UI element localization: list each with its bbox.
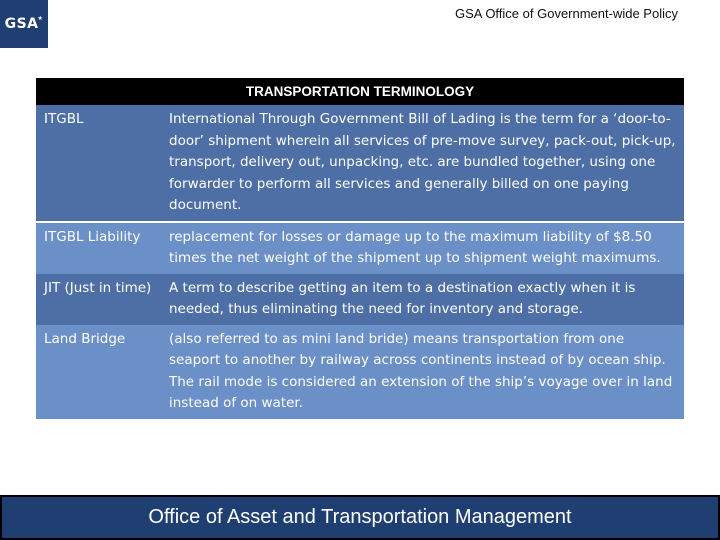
footer-banner	[0, 495, 720, 540]
term-cell: JIT (Just in time)	[36, 274, 161, 325]
table-row	[36, 105, 684, 222]
gsa-logo	[0, 0, 48, 48]
table-row	[36, 325, 684, 419]
definition-cell: International Through Government Bill of Lading is the term for a ‘door-to-door’ shipment wherein all services of pre-move survey, pack-out, pick-up, transport, delivery out, unpacking, etc. are bundled together, using one forwarder to perform all services and generally billed on one paying document.	[161, 105, 684, 222]
table-row	[36, 222, 684, 274]
term-cell: ITGBL Liability	[36, 222, 161, 274]
terminology-table	[36, 78, 684, 419]
page-header-title: GSA Office of Government-wide Policy	[454, 6, 678, 21]
definition-cell: replacement for losses or damage up to the maximum liability of $8.50 times the net weight of the shipment up to shipment weight maximums.	[161, 222, 684, 274]
star-icon: ★	[37, 14, 44, 22]
term-cell: ITGBL	[36, 105, 161, 222]
term-cell: Land Bridge	[36, 325, 161, 419]
table-row	[36, 274, 684, 325]
footer-text: Office of Asset and Transportation Management	[148, 506, 572, 528]
gsa-logo-text: GSA	[4, 16, 39, 32]
table-heading: TRANSPORTATION TERMINOLOGY	[36, 78, 684, 105]
definition-cell: A term to describe getting an item to a destination exactly when it is needed, thus eliminating the need for inventory and storage.	[161, 274, 684, 325]
definition-cell: (also referred to as mini land bride) means transportation from one seaport to another by railway across continents instead of by ocean ship. The rail mode is considered an extension of the ship’s voyage over in land instead of on water.	[161, 325, 684, 419]
